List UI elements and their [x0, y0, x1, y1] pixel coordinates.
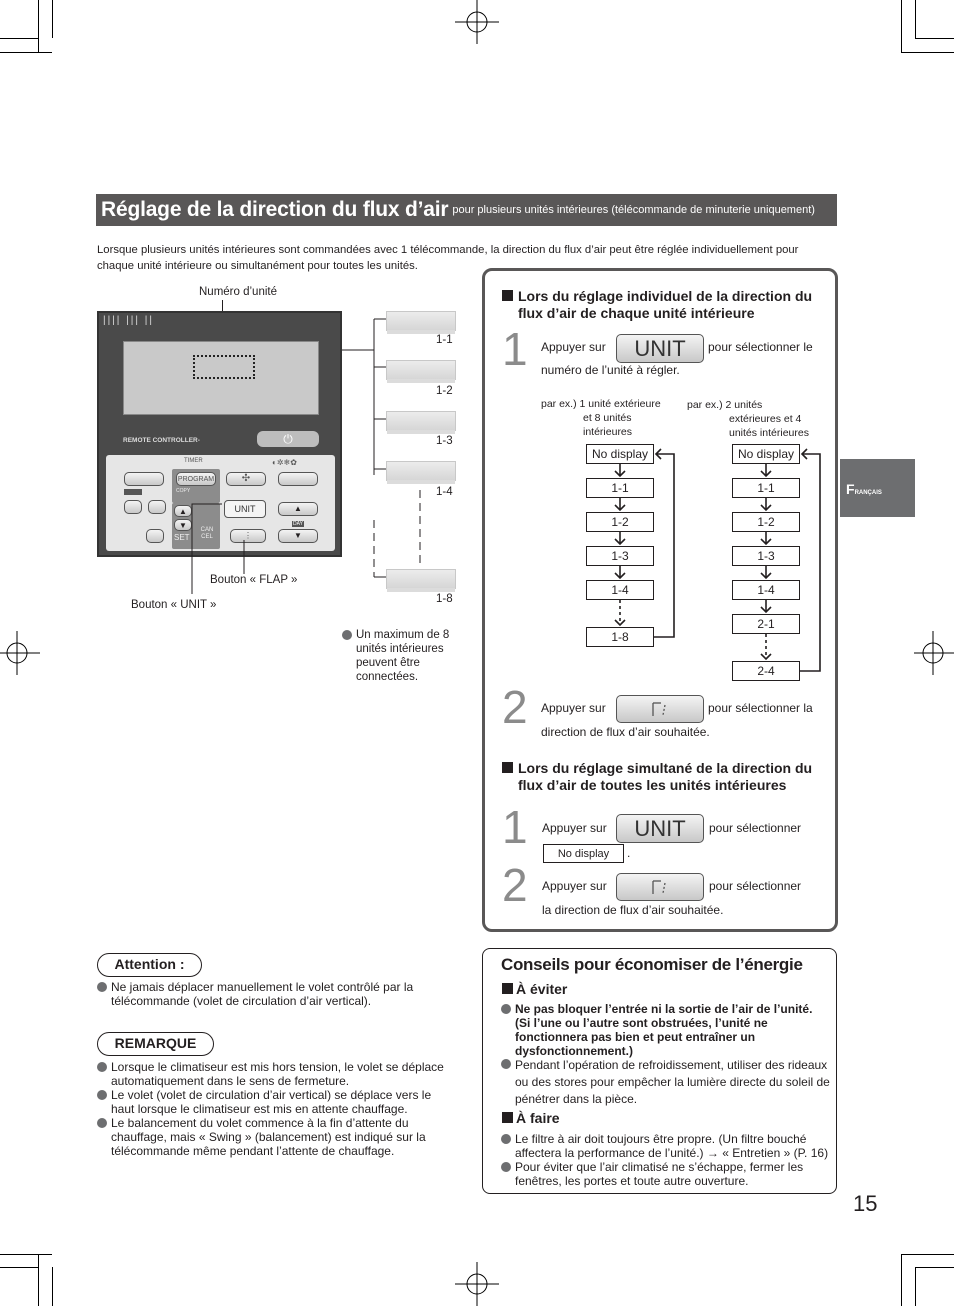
attention-list	[97, 980, 447, 1008]
flow-box: 1-1	[586, 478, 654, 498]
step-text: direction de flux d’air souhaitée.	[541, 725, 710, 739]
indoor-unit	[386, 360, 456, 380]
no-display-box: No display	[543, 844, 624, 863]
step-text: la direction de flux d’air souhaitée.	[542, 903, 724, 917]
simultaneous-title-text: Lors du réglage simultané de la direction du flux d’air de toutes les unités intérieures	[518, 760, 813, 793]
wrench-button	[148, 500, 166, 514]
flow-box: 1-1	[732, 478, 800, 498]
step-text: numéro de l’unité à régler.	[541, 363, 680, 377]
step-number: 2	[502, 859, 528, 911]
day-key: DAY	[293, 521, 303, 527]
square-bullet-icon	[502, 983, 513, 994]
indoor-unit-label: 1-1	[436, 334, 453, 346]
home-button	[124, 500, 142, 514]
step-text: pour sélectionner	[709, 821, 802, 835]
max-units-note	[342, 628, 462, 684]
ex-label	[124, 489, 142, 495]
list-item: Ne jamais déplacer manuellement le volet contrôlé par la télécommande (volet de circulation d’air vertical).	[97, 980, 447, 1008]
remote-controller: |||| ||| || REMOTE CONTROLLER- ⏻ TIMER ◐✲❄✿ PROGRAM COPY ✣ ▲ ▼ SET CAN CEL UNIT ⋮ ▲ DAY ▼	[97, 311, 342, 557]
step-number: 2	[502, 681, 528, 733]
flow-box: 1-4	[586, 580, 654, 600]
fan-button: ✣	[226, 472, 266, 486]
square-bullet-icon	[502, 1112, 513, 1123]
flow-arrows-2	[732, 444, 832, 688]
unit-number-label: Numéro d’unité	[199, 286, 277, 298]
flow-box: 2-4	[732, 661, 800, 681]
flow-arrows-1	[586, 444, 686, 654]
unit-number-display	[193, 355, 255, 379]
do-title	[502, 1110, 560, 1126]
list-item: Pour éviter que l’air climatisé ne s’échappe, fermer les fenêtres, les portes et toute autre ouverture.	[501, 1160, 831, 1188]
timer-label: TIMER	[184, 458, 203, 464]
step-text: Appuyer sur	[542, 821, 607, 835]
cancel-key: CAN CEL	[200, 527, 214, 540]
flow-box: 1-2	[586, 512, 654, 532]
swing-button	[124, 472, 164, 486]
example-line: intérieures	[583, 426, 633, 438]
indoor-unit-label: 1-4	[436, 486, 453, 498]
energy-title: Conseils pour économiser de l’énergie	[501, 955, 803, 974]
indoor-unit-label: 1-3	[436, 435, 453, 447]
step-text: pour sélectionner la	[708, 701, 813, 715]
language-tab-text	[846, 481, 882, 497]
avoid-list	[501, 1002, 831, 1108]
registration-mark-right	[910, 631, 954, 675]
attention-label: Attention :	[97, 953, 202, 977]
indoor-unit	[386, 411, 456, 431]
flow-box: 1-4	[732, 580, 800, 600]
flap-button[interactable]	[616, 695, 704, 723]
unit-button[interactable]: UNIT	[616, 814, 704, 843]
indoor-unit	[386, 461, 456, 481]
list-button	[146, 529, 164, 543]
individual-title	[502, 288, 832, 322]
flow-box: 1-2	[732, 512, 800, 532]
do-list	[501, 1132, 831, 1188]
down-arrow-button: ▼	[174, 519, 192, 531]
indoor-unit-label: 1-8	[436, 593, 453, 605]
remote-label: REMOTE CONTROLLER-	[123, 437, 200, 444]
temp-up-button: ▲	[278, 502, 318, 516]
step-number: 1	[502, 801, 528, 853]
language-tab	[840, 459, 915, 517]
avoid-title-text: À éviter	[516, 981, 568, 997]
square-bullet-icon	[502, 290, 513, 301]
avoid-title	[502, 981, 567, 997]
flap-button[interactable]: ⋮	[230, 529, 266, 543]
program-button: PROGRAM	[176, 472, 216, 486]
intro-paragraph: Lorsque plusieurs unités intérieures sont commandées avec 1 télécommande, la direction du flux d’air peut être réglée individuellement pour chaque unité intérieure ou simultanément pour toutes les unités.	[97, 244, 799, 272]
simultaneous-title	[502, 760, 836, 794]
list-item: Lorsque le climatiseur est mis hors tension, le volet se déplace automatiquement dans le sens de fermeture.	[97, 1060, 452, 1088]
step-text: Appuyer sur	[542, 879, 607, 893]
mode-button	[278, 472, 318, 486]
copy-label: COPY	[176, 488, 191, 494]
tab-rest: RANÇAIS	[854, 490, 882, 496]
set-key: SET	[174, 533, 190, 542]
bullet-icon	[342, 630, 352, 640]
page-title: Réglage de la direction du flux d’air	[101, 198, 449, 221]
square-bullet-icon	[502, 762, 513, 773]
example-2-caption	[687, 398, 809, 440]
power-button: ⏻	[257, 431, 319, 447]
list-item: Le filtre à air doit toujours être propre. (Un filtre bouché affectera la performance de l’unité.) → « Entretien » (P. 16)	[501, 1132, 831, 1160]
indoor-unit	[386, 569, 456, 589]
section-header	[96, 194, 837, 226]
max-units-text: Un maximum de 8 unités intérieures peuvent être connectées.	[356, 629, 450, 683]
example-line: et 8 unités	[583, 412, 632, 424]
temp-down-button: ▼	[278, 529, 318, 543]
example-prefix: par ex.)	[687, 399, 723, 411]
flap-button[interactable]	[616, 873, 704, 901]
list-item: Le balancement du volet commence à la fin d’attente du chauffage, mais « Swing » (balancement) est indiqué sur la télécommande même pendant l’attente de chauffage.	[97, 1116, 452, 1158]
tab-letter: F	[846, 481, 855, 497]
flap-icon	[617, 696, 703, 722]
registration-mark-bottom	[455, 1262, 499, 1306]
page-subtitle: pour plusieurs unités intérieures (télécommande de minuterie uniquement)	[452, 204, 815, 216]
indoor-unit-label: 1-2	[436, 385, 453, 397]
step-text: Appuyer sur	[541, 340, 606, 354]
indoor-unit	[386, 311, 456, 331]
individual-title-text: Lors du réglage individuel de la direction du flux d’air de chaque unité intérieure	[518, 288, 813, 321]
example-line: 1 unité extérieure	[579, 398, 661, 410]
remarque-list	[97, 1060, 452, 1158]
wiring-tree	[340, 315, 400, 595]
flow-box: No display	[586, 444, 654, 464]
flow-box: 1-8	[586, 627, 654, 647]
example-line: 2 unités	[725, 399, 763, 411]
wiring-dash	[410, 490, 430, 570]
page-number: 15	[853, 1191, 878, 1216]
mode-icons: ◐✲❄✿	[272, 458, 297, 467]
up-arrow-button: ▲	[174, 505, 192, 517]
flap-icon	[617, 874, 703, 900]
unit-button[interactable]: UNIT	[224, 500, 266, 518]
do-title-text: À faire	[516, 1110, 560, 1126]
flow-box: 1-3	[586, 546, 654, 566]
step-text: .	[627, 846, 631, 860]
flow-box: No display	[732, 444, 800, 464]
step-text: pour sélectionner le	[708, 340, 813, 354]
flap-button-label: Bouton « FLAP »	[210, 574, 298, 586]
example-line: extérieures et 4	[729, 413, 802, 425]
step-text: pour sélectionner	[709, 879, 802, 893]
example-line: unités intérieures	[729, 427, 809, 439]
flow-box: 2-1	[732, 614, 800, 634]
example-1-caption	[541, 397, 661, 439]
unit-button[interactable]: UNIT	[616, 334, 704, 363]
flow-box: 1-3	[732, 546, 800, 566]
list-item: Ne pas bloquer l’entrée ni la sortie de l’air de l’unité. (Si l’une ou l’autre sont obstruées, l’unité ne fonctionnera pas bien et peut entraîner un dysfonctionnement.)	[501, 1002, 831, 1058]
step-number: 1	[502, 323, 528, 375]
remarque-label: REMARQUE	[97, 1032, 214, 1056]
registration-mark-left	[0, 631, 44, 675]
example-prefix: par ex.)	[541, 398, 577, 410]
list-item: Pendant l’opération de refroidissement, utiliser des rideaux ou des stores pour empêcher la lumière directe du soleil de pénétrer dans la pièce.	[501, 1057, 831, 1108]
registration-mark-top	[455, 0, 499, 44]
step-text: Appuyer sur	[541, 701, 606, 715]
list-item: Le volet (volet de circulation d’air vertical) se déplace vers le haut lorsque le climatiseur est mis en attente chauffage.	[97, 1088, 452, 1116]
unit-button-label: Bouton « UNIT »	[131, 599, 217, 611]
